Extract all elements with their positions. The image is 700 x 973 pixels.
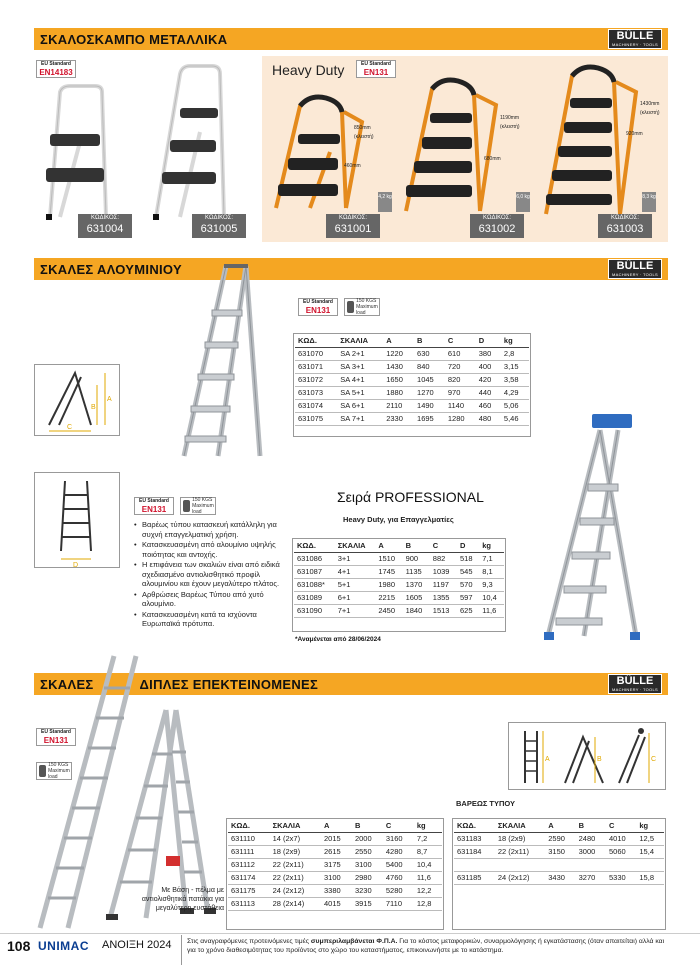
- table-cell: 8,1: [479, 565, 504, 578]
- table-cell: 460: [476, 399, 501, 412]
- column-header: B: [576, 820, 606, 832]
- table-cell: 1605: [403, 591, 430, 604]
- feature-item: • Αρθρώσεις Βαρέως Τύπου από χυτό αλουμίνιο.: [134, 590, 294, 609]
- heavy-duty-title: Heavy Duty: [272, 62, 345, 78]
- table-cell: 3100: [352, 858, 383, 871]
- table-cell: 3150: [545, 845, 575, 858]
- eu-code: EN14183: [39, 68, 73, 77]
- table-cell: 631075: [295, 412, 337, 425]
- svg-text:A: A: [107, 396, 112, 403]
- column-header: kg: [501, 335, 529, 347]
- table-cell: SA 3+1: [337, 360, 383, 373]
- table-cell: 1135: [403, 565, 430, 578]
- column-header: ΣΚΑΛΙΑ: [335, 540, 376, 552]
- table-cell: 1695: [414, 412, 445, 425]
- feature-item: • Βαρέως τύπου κατασκευή κατάλληλη για συχνή επαγγελματική χρήση.: [134, 520, 294, 539]
- section-title: ΔΙΠΛΕΣ ΕΠΕΚΤΕΙΝΟΜΕΝΕΣ: [139, 676, 319, 692]
- table-row: [228, 871, 442, 884]
- table-row: [454, 832, 664, 845]
- professional-spec-table: [294, 540, 504, 618]
- table-cell: 4010: [606, 832, 636, 845]
- table-cell: 1370: [403, 578, 430, 591]
- table-cell: 5,06: [501, 399, 529, 412]
- table-row: [228, 845, 442, 858]
- table-cell: 1490: [414, 399, 445, 412]
- column-header: ΚΩΔ.: [294, 540, 335, 552]
- weight-badge: 6,0 kg: [516, 192, 530, 212]
- column-header: B: [352, 820, 383, 832]
- table-row: [295, 412, 529, 425]
- availability-note: *Αναμένεται από 28/06/2024: [295, 636, 381, 643]
- table-cell: 610: [445, 347, 476, 360]
- eu-code: EN131: [363, 68, 389, 77]
- table-cell: SA 5+1: [337, 386, 383, 399]
- table-cell: SA 4+1: [337, 373, 383, 386]
- table-cell: 15,4: [636, 845, 664, 858]
- table-cell: 2550: [352, 845, 383, 858]
- feature-item: • Κατασκευασμένη κατά τα ισχύοντα Ευρωπαϊκά πρότυπα.: [134, 610, 294, 629]
- max-load-badge: [344, 298, 380, 316]
- table-cell: 631090: [294, 604, 335, 617]
- table-cell: 22 (2x11): [270, 858, 321, 871]
- table-cell: 2110: [383, 399, 414, 412]
- table-row: [295, 386, 529, 399]
- orange-step-ladder-4-image: [400, 75, 510, 215]
- product-code-631004: [78, 214, 132, 238]
- table-cell: [454, 858, 495, 871]
- table-cell: 3380: [321, 884, 352, 897]
- table-row: [295, 373, 529, 386]
- extension-spec-table: [228, 820, 442, 911]
- disclaimer-emphasis: συμπεριλαμβάνεται Φ.Π.Α.: [310, 938, 398, 945]
- section-header-metal: [34, 28, 668, 50]
- table-cell: 7110: [383, 897, 414, 910]
- table-row: [454, 858, 664, 871]
- table-cell: 4760: [383, 871, 414, 884]
- table-cell: 631183: [454, 832, 495, 845]
- table-cell: 1880: [383, 386, 414, 399]
- brand-logo: [608, 29, 662, 49]
- footer-divider: [181, 935, 182, 965]
- code-label: ΚΩΔΙΚΟΣ:: [90, 215, 120, 221]
- column-header: A: [383, 335, 414, 347]
- eu-label: EU Standard: [40, 729, 71, 735]
- table-cell: 1039: [430, 565, 457, 578]
- table-cell: 24 (2x12): [495, 871, 545, 884]
- table-cell: 631073: [295, 386, 337, 399]
- section-header-aluminium: [34, 258, 668, 280]
- table-cell: 4,29: [501, 386, 529, 399]
- table-cell: 3100: [321, 871, 352, 884]
- table-cell: 631112: [228, 858, 270, 871]
- professional-subtitle: Heavy Duty, για Επαγγελματίες: [343, 515, 454, 524]
- table-cell: 1140: [445, 399, 476, 412]
- table-cell: 1220: [383, 347, 414, 360]
- table-cell: 970: [445, 386, 476, 399]
- brand-name: BÜLLE: [616, 30, 654, 42]
- weight-badge: 4,2 kg: [378, 192, 392, 212]
- table-cell: 3,58: [501, 373, 529, 386]
- table-cell: 2615: [321, 845, 352, 858]
- column-header: C: [445, 335, 476, 347]
- table-cell: 22 (2x11): [495, 845, 545, 858]
- orange-step-ladder-3-image: [270, 92, 380, 212]
- eu-standard-badge: [134, 497, 174, 515]
- eu-label: EU Standard: [360, 61, 391, 67]
- column-header: B: [414, 335, 445, 347]
- table-cell: 2015: [321, 832, 352, 845]
- weight-badge: 8,3 kg: [642, 192, 656, 212]
- table-cell: 570: [457, 578, 479, 591]
- table-cell: 7,1: [479, 552, 504, 565]
- table-cell: 6+1: [335, 591, 376, 604]
- table-cell: 2000: [352, 832, 383, 845]
- table-cell: 10,4: [479, 591, 504, 604]
- table-cell: 625: [457, 604, 479, 617]
- table-cell: 24 (2x12): [270, 884, 321, 897]
- column-header: ΚΩΔ.: [454, 820, 495, 832]
- step-height-label: 460mm: [344, 163, 361, 169]
- max-load-caption: Maximum load: [192, 503, 214, 515]
- footer-brand: UNIMAC: [38, 939, 89, 953]
- table-cell: [495, 858, 545, 871]
- brand-name: BÜLLE: [616, 260, 654, 272]
- white-step-ladder-2-image: [40, 82, 115, 222]
- column-header: ΣΚΑΛΙΑ: [337, 335, 383, 347]
- table-cell: 631185: [454, 871, 495, 884]
- step-height-label: 680mm: [484, 156, 501, 162]
- page-number: 108: [7, 938, 31, 954]
- column-header: ΚΩΔ.: [228, 820, 270, 832]
- table-cell: 3175: [321, 858, 352, 871]
- table-row: [228, 884, 442, 897]
- table-cell: 631089: [294, 591, 335, 604]
- white-step-ladder-3-image: [150, 62, 230, 222]
- table-header-row: [295, 335, 529, 347]
- table-row: [295, 399, 529, 412]
- table-cell: 631088*: [294, 578, 335, 591]
- weight-icon: [347, 301, 354, 313]
- table-cell: 631074: [295, 399, 337, 412]
- table-cell: 5,46: [501, 412, 529, 425]
- table-row: [294, 578, 504, 591]
- table-cell: 480: [476, 412, 501, 425]
- table-cell: 1980: [375, 578, 402, 591]
- ladder-front-diagram-icon: [35, 473, 119, 567]
- table-cell: 631175: [228, 884, 270, 897]
- table-cell: 3,15: [501, 360, 529, 373]
- aluminium-ladder-image: [176, 260, 266, 460]
- svg-text:A: A: [545, 756, 550, 763]
- table-cell: 2480: [576, 832, 606, 845]
- heavy-type-label: ΒΑΡΕΩΣ ΤΥΠΟΥ: [456, 799, 516, 808]
- code-label: ΚΩΔΙΚΟΣ:: [338, 215, 368, 221]
- table-row: [295, 347, 529, 360]
- svg-text:B: B: [91, 404, 96, 411]
- table-cell: [576, 858, 606, 871]
- code-value: 631005: [200, 223, 238, 235]
- table-cell: 1270: [414, 386, 445, 399]
- column-header: kg: [636, 820, 664, 832]
- table-cell: 18 (2x9): [495, 832, 545, 845]
- table-cell: 631110: [228, 832, 270, 845]
- brand-logo: [608, 259, 662, 279]
- closed-height-label: 1430mm (κλειστή): [640, 101, 660, 116]
- table-cell: 12,5: [636, 832, 664, 845]
- table-cell: 630: [414, 347, 445, 360]
- table-row: [454, 871, 664, 884]
- professional-ladder-image: [538, 410, 648, 642]
- code-value: 631002: [478, 223, 516, 235]
- section-title: ΣΚΑΛΕΣ: [40, 676, 94, 692]
- table-cell: 1045: [414, 373, 445, 386]
- column-header: C: [430, 540, 457, 552]
- table-cell: 9,3: [479, 578, 504, 591]
- svg-text:C: C: [651, 756, 657, 763]
- table-cell: 12,2: [414, 884, 442, 897]
- table-cell: 28 (2x14): [270, 897, 321, 910]
- product-code-631002: [470, 214, 524, 238]
- table-cell: 882: [430, 552, 457, 565]
- table-row: [294, 591, 504, 604]
- dimension-diagram-side: [34, 364, 120, 436]
- table-cell: 1355: [430, 591, 457, 604]
- table-row: [294, 604, 504, 617]
- table-cell: 1430: [383, 360, 414, 373]
- code-label: ΚΩΔΙΚΟΣ:: [610, 215, 640, 221]
- brand-logo: [608, 674, 662, 694]
- footer-season: ΑΝΟΙΞΗ 2024: [102, 939, 172, 951]
- orange-step-ladder-5-image: [540, 62, 650, 218]
- table-cell: 631184: [454, 845, 495, 858]
- table-cell: [606, 858, 636, 871]
- code-value: 631004: [86, 223, 124, 235]
- table-cell: 18 (2x9): [270, 845, 321, 858]
- eu-standard-badge: [298, 298, 338, 316]
- table-cell: [636, 858, 664, 871]
- brand-tagline: MACHINERY · TOOLS: [612, 42, 658, 47]
- code-label: ΚΩΔΙΚΟΣ:: [482, 215, 512, 221]
- table-cell: 3430: [545, 871, 575, 884]
- table-row: [228, 832, 442, 845]
- table-cell: 3915: [352, 897, 383, 910]
- max-load-value: 150 KGS: [48, 762, 69, 768]
- ladder-side-diagram-icon: [35, 365, 119, 435]
- eu-label: EU Standard: [40, 61, 71, 67]
- table-cell: 420: [476, 373, 501, 386]
- column-header: kg: [479, 540, 504, 552]
- table-cell: 400: [476, 360, 501, 373]
- product-code-631005: [192, 214, 246, 238]
- table-cell: 720: [445, 360, 476, 373]
- table-cell: 1197: [430, 578, 457, 591]
- feature-item: • Η επιφάνεια των σκαλιών είναι από ειδικά σχεδιασμένο αντιολισθητικό προφίλ αλουμινίου και έχουν μεγαλύτερο πλάτος.: [134, 560, 294, 589]
- table-cell: [545, 858, 575, 871]
- column-header: B: [403, 540, 430, 552]
- table-cell: 518: [457, 552, 479, 565]
- table-cell: 4015: [321, 897, 352, 910]
- max-load-caption: Maximum load: [48, 768, 70, 780]
- table-cell: 631111: [228, 845, 270, 858]
- table-cell: 5280: [383, 884, 414, 897]
- max-load-value: 150 KGS: [356, 298, 377, 304]
- section-title: ΣΚΑΛΟΣΚΑΜΠΟ ΜΕΤΑΛΛΙΚΑ: [40, 31, 228, 47]
- table-cell: 2215: [375, 591, 402, 604]
- extension-diagram-icon: [509, 723, 665, 789]
- feature-list: [134, 520, 294, 630]
- table-cell: 3230: [352, 884, 383, 897]
- section-title: ΣΚΑΛΕΣ ΑΛΟΥΜΙΝΙΟΥ: [40, 261, 182, 277]
- table-cell: 14 (2x7): [270, 832, 321, 845]
- table-cell: 2590: [545, 832, 575, 845]
- column-header: ΣΚΑΛΙΑ: [270, 820, 321, 832]
- column-header: D: [457, 540, 479, 552]
- column-header: ΚΩΔ.: [295, 335, 337, 347]
- table-cell: 5+1: [335, 578, 376, 591]
- table-cell: SA 6+1: [337, 399, 383, 412]
- table-cell: 380: [476, 347, 501, 360]
- column-header: C: [383, 820, 414, 832]
- eu-code: EN131: [43, 736, 69, 745]
- column-header: A: [545, 820, 575, 832]
- table-cell: SA 2+1: [337, 347, 383, 360]
- table-row: [228, 858, 442, 871]
- table-cell: 820: [445, 373, 476, 386]
- table-row: [454, 845, 664, 858]
- brand-tagline: MACHINERY · TOOLS: [612, 687, 658, 692]
- table-cell: 1650: [383, 373, 414, 386]
- product-code-631003: [598, 214, 652, 238]
- table-cell: 11,6: [479, 604, 504, 617]
- table-cell: 11,6: [414, 871, 442, 884]
- eu-standard-badge: [356, 60, 396, 78]
- table-cell: 631071: [295, 360, 337, 373]
- heavy-spec-table: [454, 820, 664, 885]
- eu-code: EN131: [141, 505, 167, 514]
- max-load-value: 150 KGS: [192, 497, 213, 503]
- table-row: [228, 897, 442, 910]
- dimension-diagram-front: [34, 472, 120, 568]
- table-cell: 2330: [383, 412, 414, 425]
- table-cell: 7+1: [335, 604, 376, 617]
- table-cell: 2450: [375, 604, 402, 617]
- svg-text:B: B: [597, 756, 602, 763]
- table-header-row: [294, 540, 504, 552]
- table-cell: 900: [403, 552, 430, 565]
- code-label: ΚΩΔΙΚΟΣ:: [204, 215, 234, 221]
- table-cell: 1280: [445, 412, 476, 425]
- table-header-row: [454, 820, 664, 832]
- table-cell: 3160: [383, 832, 414, 845]
- base-note: Με Βάση - πέλμα με αντιολισθητικά πατάκια για μεγαλύτερη ευστάθεια: [141, 887, 224, 912]
- disclaimer-part: Για το κόστος μεταφορικών, συναρμολόγησης ή εγκατάστασης (όταν απαιτείται) αλλά και για το χρόνο διαθεσιμότητας του προϊόντος στο χώρο του καταστήματος, επικοινωνήστε με το κατάστημα.: [187, 938, 665, 954]
- weight-icon: [183, 500, 190, 512]
- table-row: [294, 552, 504, 565]
- table-cell: 12,8: [414, 897, 442, 910]
- closed-height-label: 850mm (κλειστή): [354, 125, 374, 140]
- column-header: kg: [414, 820, 442, 832]
- eu-standard-badge: [36, 60, 76, 78]
- table-cell: 631113: [228, 897, 270, 910]
- table-cell: 3+1: [335, 552, 376, 565]
- table-cell: 1745: [375, 565, 402, 578]
- table-cell: 15,8: [636, 871, 664, 884]
- eu-code: EN131: [305, 306, 331, 315]
- table-cell: 22 (2x11): [270, 871, 321, 884]
- eu-label: EU Standard: [302, 299, 333, 305]
- table-cell: 631174: [228, 871, 270, 884]
- table-cell: 631070: [295, 347, 337, 360]
- code-value: 631003: [606, 223, 644, 235]
- table-cell: SA 7+1: [337, 412, 383, 425]
- column-header: C: [606, 820, 636, 832]
- table-cell: 631072: [295, 373, 337, 386]
- professional-title: Σειρά PROFESSIONAL: [337, 489, 484, 505]
- product-code-631001: [326, 214, 380, 238]
- footer-disclaimer: [187, 937, 667, 955]
- table-cell: 4+1: [335, 565, 376, 578]
- table-cell: 545: [457, 565, 479, 578]
- code-value: 631001: [334, 223, 372, 235]
- table-cell: 631087: [294, 565, 335, 578]
- table-cell: 5400: [383, 858, 414, 871]
- table-cell: 3270: [576, 871, 606, 884]
- brand-tagline: MACHINERY · TOOLS: [612, 272, 658, 277]
- disclaimer-part: Στις αναγραφόμενες προτεινόμενες τιμές: [187, 938, 311, 945]
- table-cell: 440: [476, 386, 501, 399]
- eu-label: EU Standard: [138, 498, 169, 504]
- table-cell: 7,2: [414, 832, 442, 845]
- column-header: A: [375, 540, 402, 552]
- extension-dimension-diagram: [508, 722, 666, 790]
- column-header: ΣΚΑΛΙΑ: [495, 820, 545, 832]
- svg-text:D: D: [73, 562, 79, 567]
- table-header-row: [228, 820, 442, 832]
- table-cell: 1513: [430, 604, 457, 617]
- table-cell: 8,7: [414, 845, 442, 858]
- table-cell: 4280: [383, 845, 414, 858]
- max-load-caption: Maximum load: [356, 304, 378, 316]
- table-cell: 1510: [375, 552, 402, 565]
- table-cell: 840: [414, 360, 445, 373]
- step-height-label: 920mm: [626, 131, 643, 137]
- table-cell: 631086: [294, 552, 335, 565]
- table-cell: 2980: [352, 871, 383, 884]
- table-cell: 5060: [606, 845, 636, 858]
- svg-text:C: C: [67, 424, 73, 431]
- aluminium-spec-table: [295, 335, 529, 426]
- table-row: [295, 360, 529, 373]
- column-header: D: [476, 335, 501, 347]
- closed-height-label: 1190mm (κλειστή): [500, 115, 520, 130]
- feature-item: • Κατασκευασμένη από αλουμίνιο υψηλής ποιότητας και αντοχής.: [134, 540, 294, 559]
- column-header: A: [321, 820, 352, 832]
- max-load-badge: [180, 497, 216, 515]
- brand-name: BÜLLE: [616, 675, 654, 687]
- table-cell: 10,4: [414, 858, 442, 871]
- table-cell: 2,8: [501, 347, 529, 360]
- table-cell: 1840: [403, 604, 430, 617]
- table-cell: 3000: [576, 845, 606, 858]
- table-cell: 597: [457, 591, 479, 604]
- table-cell: 5330: [606, 871, 636, 884]
- table-row: [294, 565, 504, 578]
